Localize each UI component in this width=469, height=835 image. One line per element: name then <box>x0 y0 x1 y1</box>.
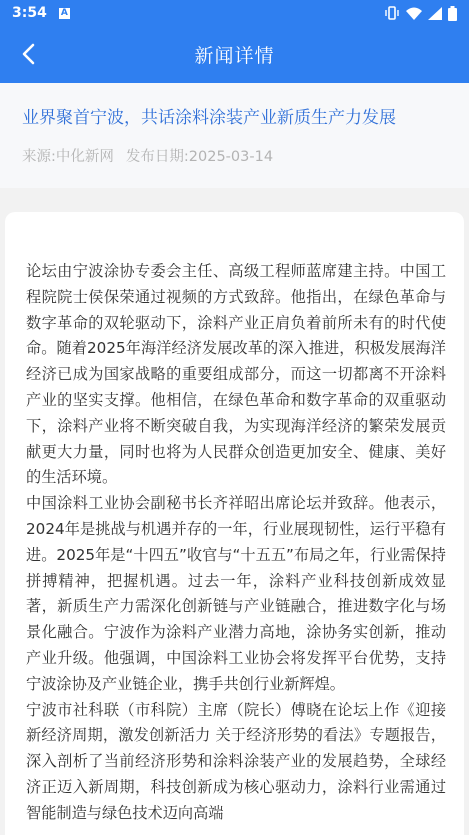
notification-a-icon: A <box>59 8 70 19</box>
chevron-left-icon <box>21 43 35 65</box>
article-paragraph: 中国涂料工业协会副秘书长齐祥昭出席论坛并致辞。他表示，2024年是挑战与机遇并存的一年，行业展现韧性，运行平稳有进。2025年是“十四五”收官与“十五五”布局之年，行业需保持拼搏精神，把握机遇。过去一年，涂料产业科技创新成效显著，新质生产力需深化创新链与产业链融合，推进数字化与场景化融合。宁波作为涂料产业潜力高地，涂协务实创新，推动产业升级。他强调，中国涂料工业协会将发挥平台优势，支持宁波涂协及产业链企业，携手共创行业新辉煌。 <box>26 494 446 693</box>
article-meta <box>22 145 447 166</box>
article-date: 发布日期:2025-03-14 <box>125 149 274 165</box>
battery-icon <box>448 6 457 21</box>
article-source: 来源:中化新网 <box>22 149 114 165</box>
status-icons <box>384 6 457 21</box>
status-bar <box>0 0 469 26</box>
navigation-bar <box>0 26 469 83</box>
status-time: 3:54 <box>12 5 47 21</box>
back-button[interactable] <box>8 34 48 74</box>
article-paragraph: 论坛由宁波涂协专委会主任、高级工程师蓝席建主持。中国工程院院士侯保荣通过视频的方式致辞。他指出，在绿色革命与数字革命的双轮驱动下，涂料产业正肩负着前所未有的时代使命。随着2025年海洋经济发展改革的深入推进，积极发展海洋经济已成为国家战略的重要组成部分，而这一切都离不开涂料产业的坚实支撑。他相信，在绿色革命和数字革命的双重驱动下，涂料产业将不断突破自我，为实现海洋经济的繁荣发展贡献更大力量，同时也将为人民群众创造更加安全、健康、美好的生活环境。 <box>26 262 446 487</box>
wifi-icon <box>406 7 422 20</box>
article-title: 业界聚首宁波，共话涂料涂装产业新质生产力发展 <box>22 108 396 128</box>
article-header <box>0 83 469 188</box>
article-body[interactable] <box>5 212 464 835</box>
signal-icon <box>428 7 442 20</box>
page-title: 新闻详情 <box>194 45 275 67</box>
article-paragraph: 宁波市社科联（市科院）主席（院长）傅晓在论坛上作《迎接新经济周期，激发创新活力 关于经济形势的看法》专题报告，深入剖析了当前经济形势和涂料涂装产业的发展趋势，全球经济正迈入新周期，科技创新成为核心驱动力，涂料行业需通过智能制造与绿色技术迈向高端 <box>26 700 446 822</box>
vibrate-icon <box>384 6 400 20</box>
